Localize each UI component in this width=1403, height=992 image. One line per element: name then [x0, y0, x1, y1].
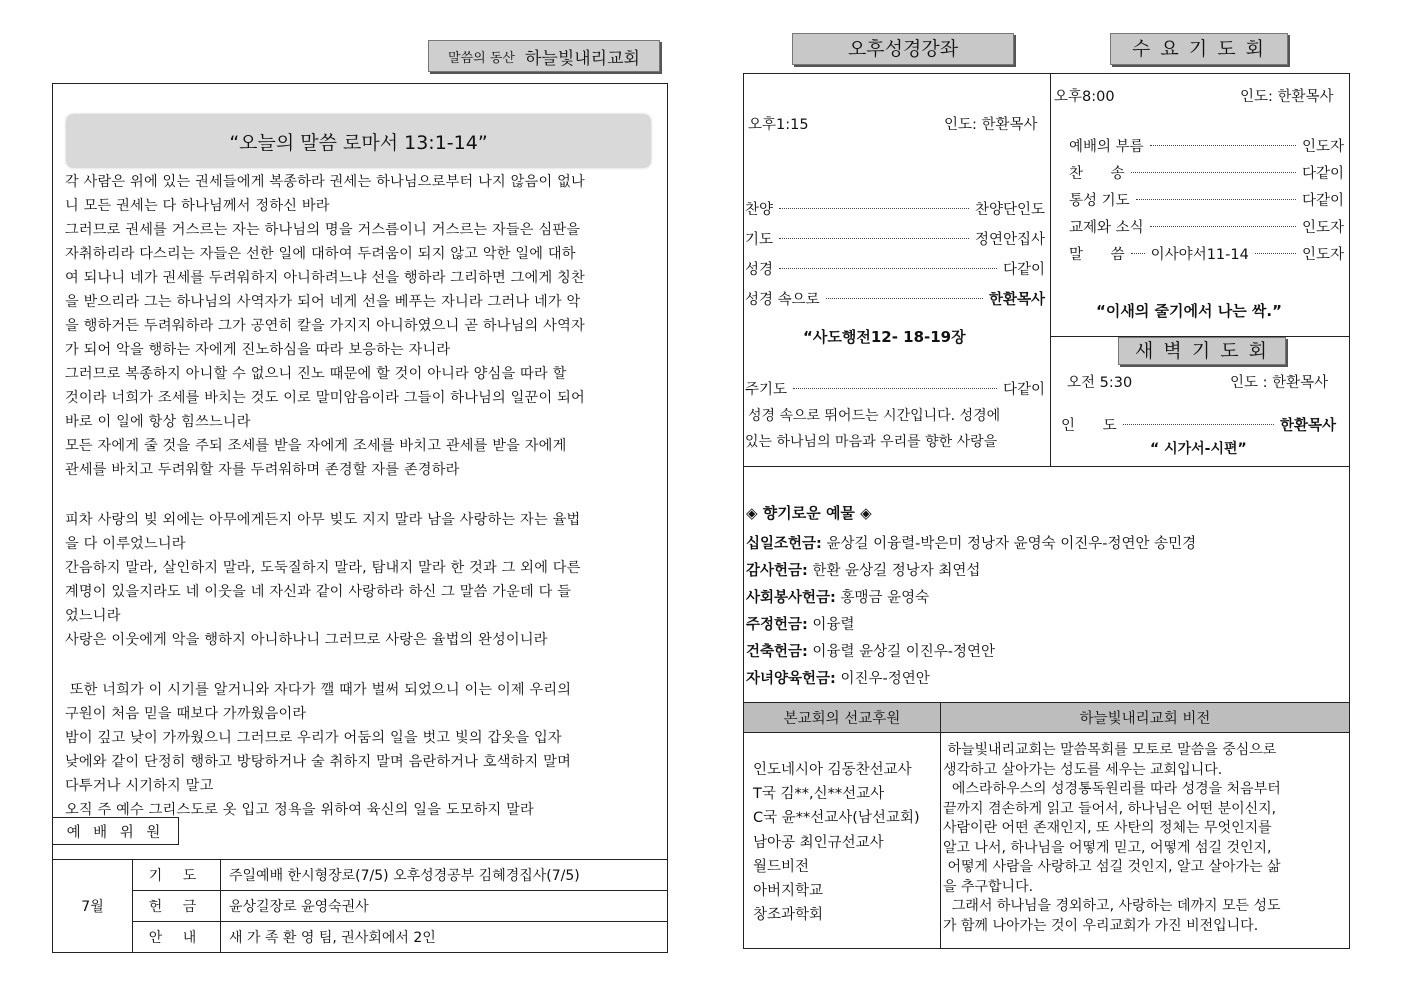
- item-label: 교제와 소식: [1069, 219, 1144, 236]
- item-label: 통성 기도: [1069, 192, 1130, 209]
- offering-row: [746, 586, 929, 607]
- offering-label: 건축헌금:: [746, 644, 808, 660]
- vision-header-cell: [940, 702, 1350, 733]
- offering-row: [746, 559, 980, 580]
- scripture-line: 낮에와 같이 단정히 행하고 방탕하거나 술 취하지 말며 음란하거나 호색하지 말며: [65, 754, 571, 770]
- offering-row: [746, 640, 995, 661]
- scripture-line: 었느니라: [65, 608, 121, 624]
- item-label: 예배의 부름: [1069, 138, 1144, 155]
- scripture-line: 을 받으리라 그는 하나님의 사역자가 되어 네게 선을 베푸는 자니라 그러나 네가 악: [65, 294, 581, 310]
- offering-label: 주정헌금:: [746, 617, 808, 633]
- item-value: 다같이: [1301, 165, 1344, 182]
- item-label: 찬 송: [1069, 165, 1125, 182]
- church-motto: 말씀의 동산: [448, 50, 515, 66]
- offering-names: 이융렬 윤상길 이진우-정연안: [807, 644, 995, 660]
- scripture-line: 니 모든 권세는 다 하나님께서 정하신 바라: [65, 198, 330, 214]
- scripture-line: 각 사람은 위에 있는 권세들에게 복종하라 권세는 하나님으로부터 나지 않음이 없나: [65, 174, 585, 190]
- scripture-line: 사랑은 이웃에게 악을 행하지 아니하나니 그러므로 사랑은 율법의 완성이니라: [65, 632, 548, 648]
- item-value: 한환목사: [988, 291, 1045, 308]
- dawn-time: 오전 5:30: [1067, 375, 1133, 391]
- item-value: 다같이: [1301, 192, 1344, 209]
- leader-dots: [779, 268, 997, 269]
- afternoon-note: 있는 하나님의 마음과 우리를 향한 사랑을: [745, 434, 998, 450]
- scripture-line: 가 되어 악을 행하는 자에게 진노하심을 따라 보응하는 자니라: [65, 342, 451, 358]
- wednesday-sermon: [1069, 241, 1344, 265]
- item-label: 기도: [745, 231, 774, 248]
- leader-dots: [1123, 424, 1274, 425]
- afternoon-item: [745, 226, 1045, 250]
- offering-names: 이융렬: [807, 617, 855, 633]
- scripture-line: 간음하지 말라, 살인하지 말라, 도둑질하지 말라, 탐내지 말라 한 것과 그 외에 다른: [65, 560, 581, 576]
- duty-month: 7월: [53, 860, 133, 953]
- mission-item: T국 김**,신**선교사: [753, 786, 885, 803]
- scripture-line: 또한 너희가 이 시기를 알거니와 자다가 깰 때가 벌써 되었으니 이는 이제 우리의: [65, 682, 572, 698]
- leader-dots: [1136, 199, 1296, 200]
- worship-committee-tab: 예 배 위 원: [52, 817, 179, 845]
- scripture-line: 을 다 이루었느니라: [65, 536, 186, 552]
- wednesday-item: [1069, 133, 1344, 157]
- mission-item: C국 윤**선교사(남선교회): [753, 810, 920, 827]
- scripture-line: 그러므로 복종하지 아니할 수 없으니 진노 때문에 할 것이 아니라 양심을 따라 할: [65, 366, 567, 382]
- duty-role: 안 내: [133, 922, 221, 953]
- item-label: 말 씀: [1069, 246, 1125, 263]
- wednesday-item: [1069, 214, 1344, 238]
- divider: [940, 733, 941, 949]
- vision-line: 에스라하우스의 성경통독원리를 따라 성경을 처음부터: [943, 781, 1281, 797]
- mission-item: 인도네시아 김동찬선교사: [753, 762, 912, 778]
- mission-item: 아버지학교: [753, 883, 824, 899]
- item-value: 인도자: [1301, 219, 1344, 236]
- duty-value: 주일예배 한시형장로(7/5) 오후성경공부 김혜경집사(7/5): [221, 860, 668, 891]
- divider: [743, 466, 1350, 467]
- dawn-leader: 인도 : 한환목사: [1230, 375, 1329, 391]
- vision-line: 가 함께 나아가는 것이 우리교회가 가진 비전입니다.: [943, 917, 1259, 934]
- afternoon-leader: 인도: 한환목사: [944, 117, 1038, 133]
- scripture-line: 계명이 있을지라도 네 이웃을 네 자신과 같이 사랑하라 하신 그 말씀 가운데 다 들: [65, 584, 572, 600]
- table-row: [53, 860, 668, 891]
- offering-names: 윤상길 이융렬-박은미 정낭자 윤영숙 이진우-정연안 송민경: [821, 536, 1197, 552]
- mission-item: 남아공 최인규선교사: [753, 834, 884, 851]
- lords-prayer-row: [745, 376, 1045, 400]
- offering-names: 홍맹금 윤영숙: [835, 590, 930, 606]
- offering-names: 이진우-정연안: [835, 671, 930, 687]
- offering-label: 자녀양육헌금:: [746, 671, 836, 687]
- scripture-line: 모든 자에게 줄 것을 주되 조세를 받을 자에게 조세를 바치고 관세를 받을 자에게: [65, 438, 567, 454]
- duty-value: 윤상길장로 윤영숙권사: [221, 891, 668, 922]
- item-label: 찬양: [745, 201, 774, 218]
- mission-item: 창조과학회: [753, 907, 824, 924]
- leader-dots: [779, 238, 969, 239]
- afternoon-time: 오후1:15: [748, 117, 809, 133]
- vision-line: 끝까지 겸손하게 읽고 들어서, 하나님은 어떤 분이신지,: [943, 800, 1277, 817]
- offering-row: [746, 667, 930, 688]
- afternoon-study-heading: 오후성경강좌: [792, 33, 1014, 65]
- scripture-line: 그러므로 권세를 거스르는 자는 하나님의 명을 거스름이니 거스르는 자들은 심판을: [65, 222, 581, 238]
- leader-dots: [1131, 253, 1145, 254]
- scripture-line: 바로 이 일에 항상 힘쓰느니라: [65, 414, 251, 430]
- wednesday-item: [1069, 160, 1344, 184]
- vision-heading: 하늘빛내리교회 비전: [1079, 711, 1211, 727]
- scripture-line: 구원이 처음 믿을 때보다 가까웠음이라: [65, 706, 307, 722]
- vision-line: 어떻게 사람을 사랑하고 섬길 것인지, 알고 살아가는 삶: [943, 859, 1281, 875]
- dawn-passage: “ 시가서-시편”: [1150, 441, 1247, 457]
- item-label: 성경: [745, 261, 774, 278]
- offering-label: 감사헌금:: [746, 563, 808, 579]
- vision-line: 을 추구합니다.: [943, 878, 1034, 895]
- wednesday-sermon-title: “이새의 줄기에서 나는 싹.”: [1096, 302, 1282, 320]
- item-value: 다같이: [1002, 381, 1045, 398]
- wednesday-prayer-heading: 수 요 기 도 회: [1110, 33, 1288, 65]
- scripture-line: 것이라 너희가 조세를 바치는 것도 이로 말미암음이라 그들이 하나님의 일꾼이 되어: [65, 390, 585, 406]
- vision-line: 하늘빛내리교회는 말씀목회를 모토로 말씀을 중심으로: [943, 742, 1277, 758]
- item-value: 인도자: [1301, 246, 1344, 263]
- scripture-title: “오늘의 말씀 로마서 13:1-14”: [67, 115, 650, 167]
- missions-heading: 본교회의 선교후원: [783, 711, 901, 727]
- vision-line: 사람이란 어떤 존재인지, 또 사탄의 정체는 무엇인지를: [943, 820, 1272, 836]
- scripture-line: 관세를 바치고 두려워할 자를 두려워하며 존경할 자를 존경하라: [65, 462, 460, 478]
- offering-label: 사회봉사헌금:: [746, 590, 836, 606]
- duty-role: 기 도: [133, 860, 221, 891]
- sermon-passage: 이사야서11-14: [1150, 246, 1249, 263]
- table-row: [53, 922, 668, 953]
- offering-row: [746, 532, 1196, 553]
- divider: [1050, 73, 1051, 466]
- worship-committee-table: [52, 859, 668, 953]
- wednesday-time: 오후8:00: [1054, 89, 1115, 105]
- scripture-line: 자취하리라 다스리는 자들은 선한 일에 대하여 두려움이 되지 않고 악한 일에 대하: [65, 246, 576, 262]
- leader-dots: [1150, 226, 1296, 227]
- item-label: 성경 속으로: [745, 291, 820, 308]
- scripture-line: 밤이 깊고 낮이 가까웠으니 그러므로 우리가 어둠의 일을 벗고 빛의 갑옷을 입자: [65, 730, 562, 746]
- wednesday-leader: 인도: 한환목사: [1240, 89, 1334, 105]
- scripture-line: 여 되나니 네가 권세를 두려워하지 아니하려느냐 선을 행하라 그리하면 그에게 칭찬: [65, 270, 585, 286]
- offering-names: 한환 윤상길 정낭자 최연섭: [807, 563, 981, 579]
- vision-line: 생각하고 살아가는 성도를 세우는 교회입니다.: [943, 761, 1223, 778]
- table-row: [53, 891, 668, 922]
- leader-dots: [779, 208, 969, 209]
- scripture-line: 다투거나 시기하지 말고: [65, 778, 214, 794]
- leader-dots: [793, 388, 997, 389]
- church-name: 하늘빛내리교회: [524, 48, 640, 69]
- scripture-line: 을 행하거든 두려워하라 그가 공연히 칼을 가지지 아니하였으니 곧 하나님의 사역자: [65, 318, 585, 334]
- leader-dots: [1150, 145, 1296, 146]
- afternoon-note: 성경 속으로 뛰어드는 시간입니다. 성경에: [748, 408, 1001, 424]
- item-label: 주기도: [745, 381, 788, 398]
- offerings-heading: ◈ 향기로운 예물 ◈: [746, 504, 872, 522]
- afternoon-item: [745, 256, 1045, 280]
- vision-line: 그래서 하나님을 경외하고, 사랑하는 데까지 모든 성도: [943, 898, 1281, 914]
- wednesday-item: [1069, 187, 1344, 211]
- dawn-prayer-heading: 새 벽 기 도 회: [1118, 337, 1286, 365]
- scripture-line: 오직 주 예수 그리스도로 옷 입고 정욕을 위하여 육신의 일을 도모하지 말라: [65, 802, 534, 818]
- item-value: 정연안집사: [974, 231, 1045, 248]
- dawn-lead-row: [1061, 412, 1336, 436]
- scripture-line: 피차 사랑의 빚 외에는 아무에게든지 아무 빚도 지지 말라 남을 사랑하는 자는 율법: [65, 512, 581, 528]
- leader-dots: [826, 298, 983, 299]
- missions-header-cell: [743, 702, 941, 733]
- leader-dots: [1255, 253, 1296, 254]
- item-value: 찬양단인도: [974, 201, 1045, 218]
- offering-row: [746, 613, 854, 634]
- duty-value: 새 가 족 환 영 팀, 권사회에서 2인: [221, 922, 668, 953]
- item-value: 다같이: [1002, 261, 1045, 278]
- vision-line: 알고 나서, 하나님을 어떻게 믿고, 어떻게 섬길 것인지,: [943, 839, 1272, 856]
- item-label: 인 도: [1061, 417, 1117, 434]
- item-value: 한환목사: [1279, 417, 1336, 434]
- mission-item: 월드비전: [753, 858, 810, 875]
- offering-label: 십일조헌금:: [746, 536, 822, 552]
- leader-dots: [1131, 172, 1296, 173]
- item-value: 인도자: [1301, 138, 1344, 155]
- duty-role: 헌 금: [133, 891, 221, 922]
- church-name-tag: [428, 40, 660, 72]
- afternoon-item: [745, 196, 1045, 220]
- afternoon-passage: “사도행전12- 18-19장: [803, 328, 966, 346]
- afternoon-item: [745, 286, 1045, 310]
